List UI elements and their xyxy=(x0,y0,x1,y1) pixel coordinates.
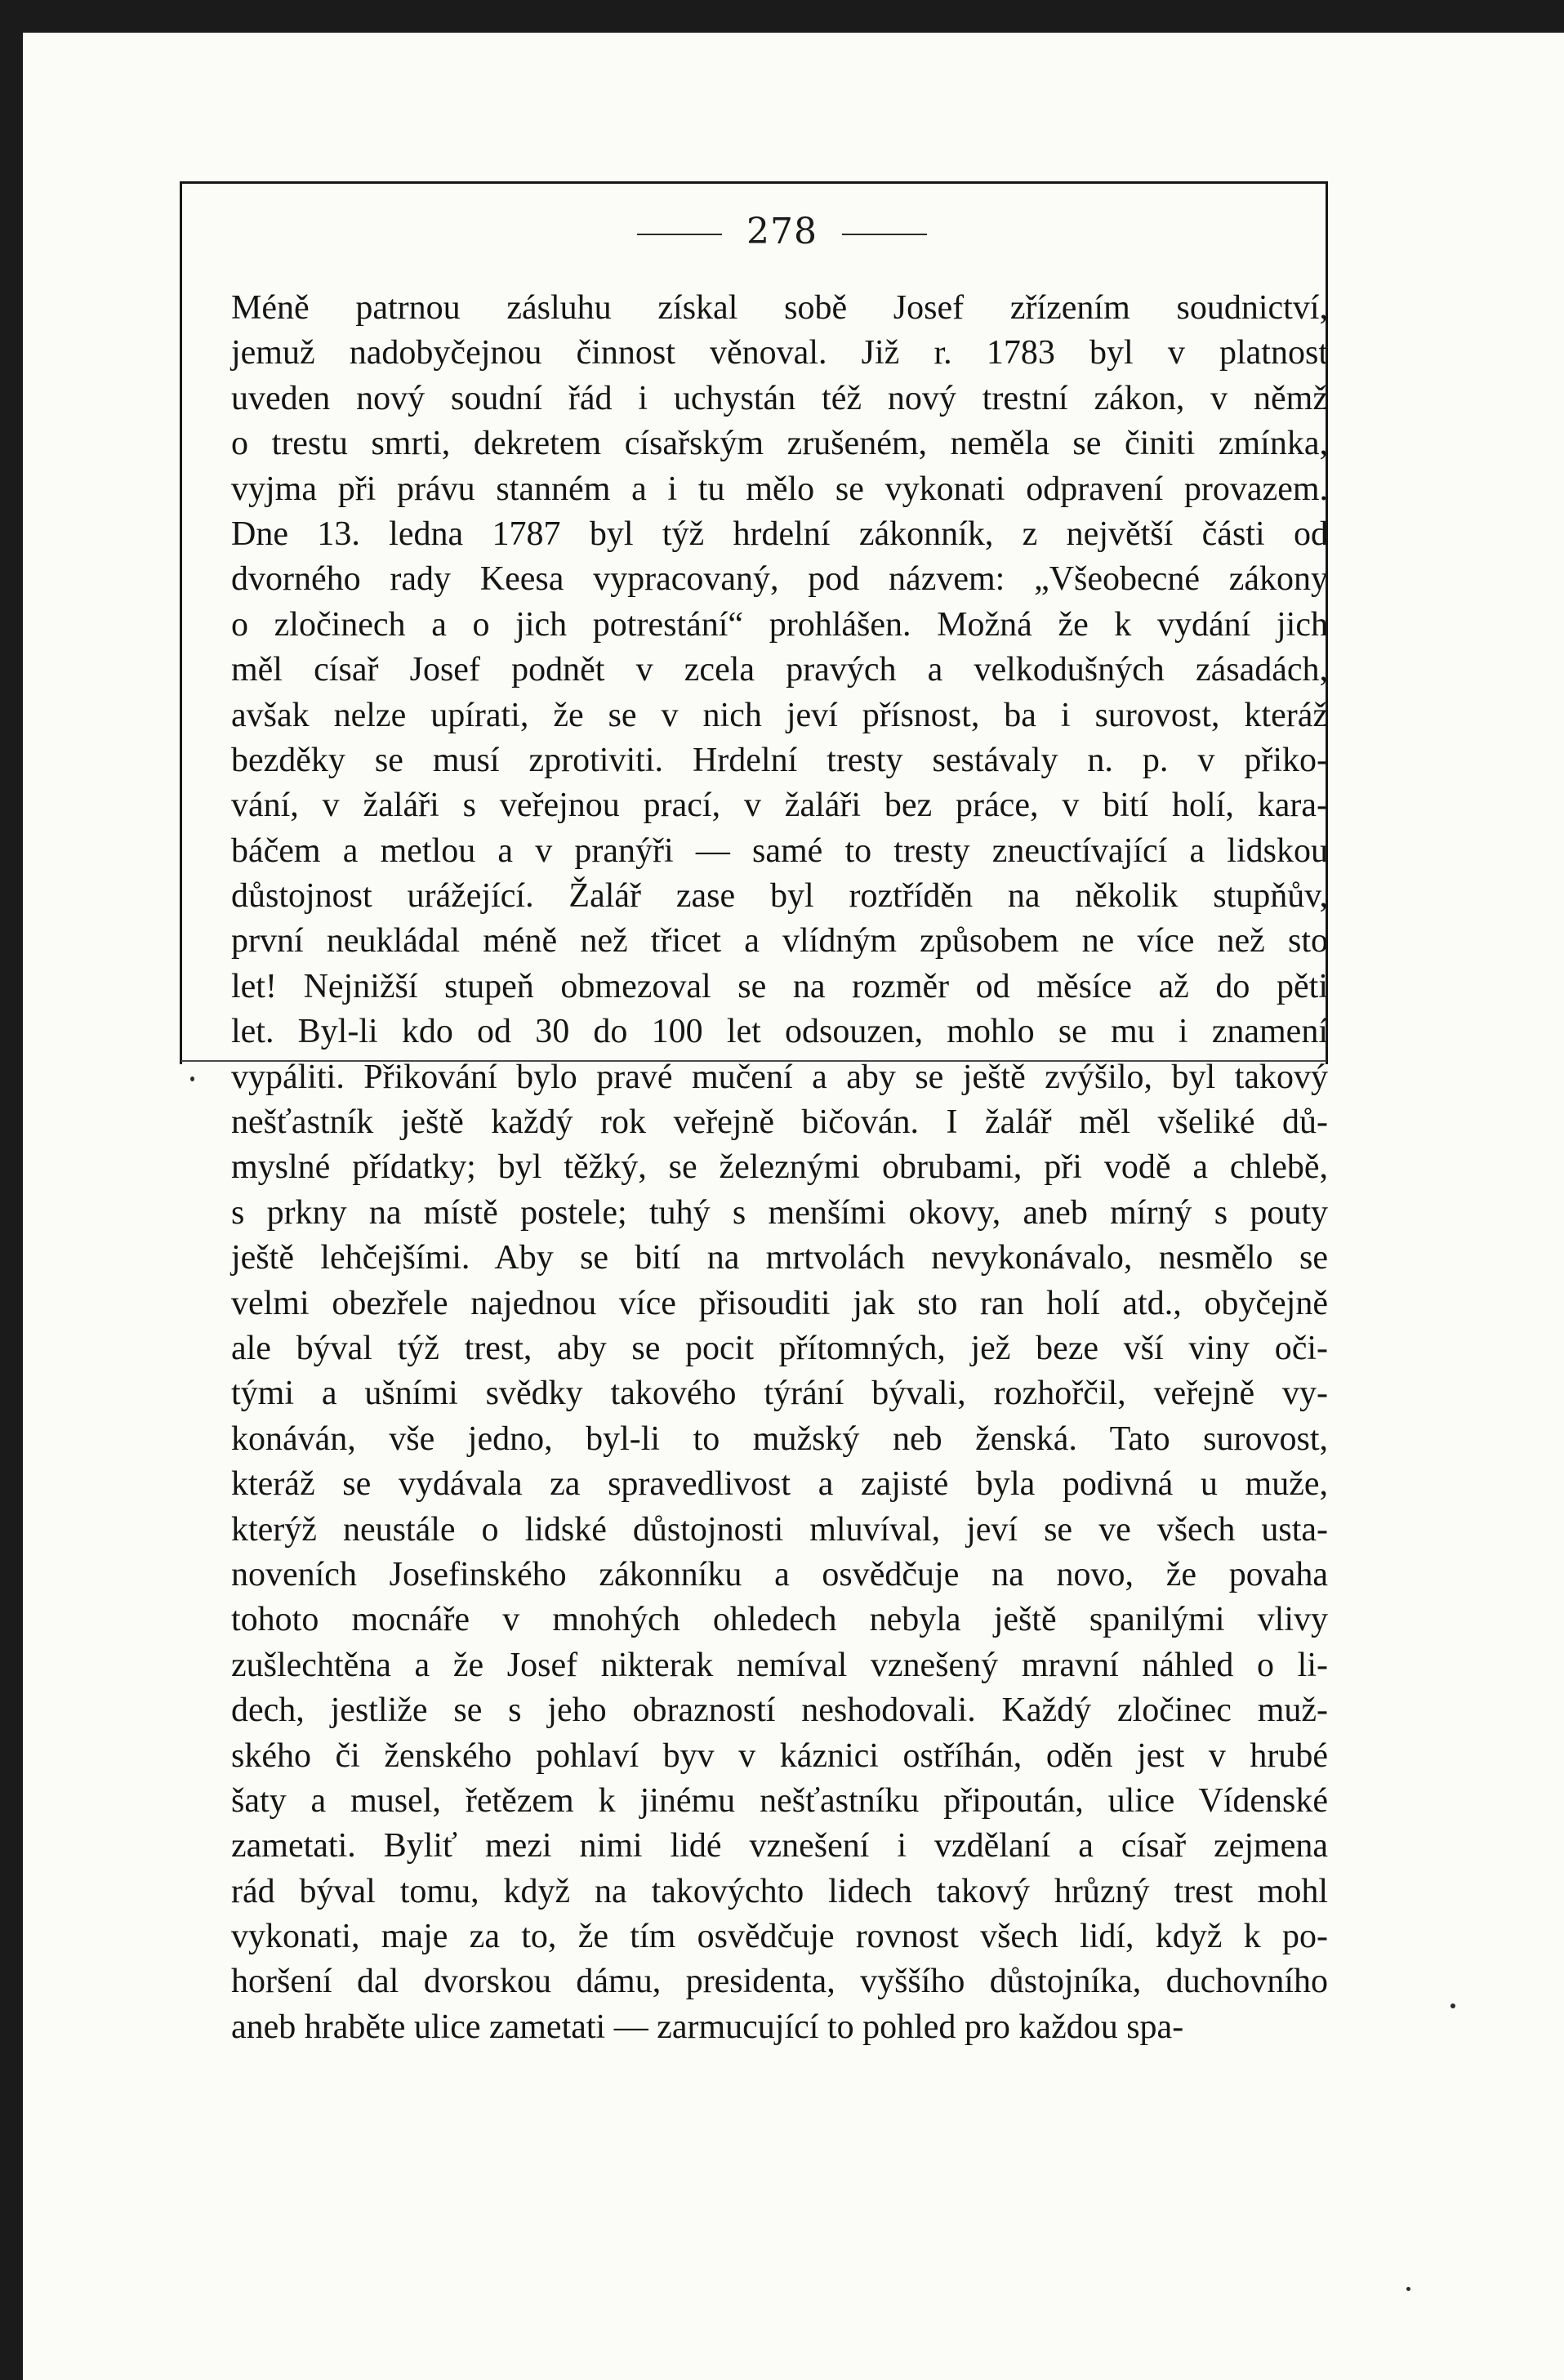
text-line: ještě lehčejšími. Aby se bití na mrtvolách nevykonávalo, nesmělo se xyxy=(231,1239,1328,1277)
text-line: první neukládal méně než třicet a vlídným způsobem ne více než sto xyxy=(231,922,1328,960)
text-line: vyjma při právu stanném a i tu mělo se vykonati odpravení provazem. xyxy=(231,470,1328,508)
text-line: o zločinech a o jich potrestání“ prohlášen. Možná že k vydání jich xyxy=(231,605,1328,644)
text-line: ského či ženského pohlaví byv v káznici ostříhán, oděn jest v hrubé xyxy=(231,1736,1328,1775)
text-line: zametati. Byliť mezi nimi lidé vznešení i vzdělaní a císař zejmena xyxy=(231,1827,1328,1865)
text-line: uveden nový soudní řád i uchystán též nový trestní zákon, v němž xyxy=(231,379,1328,417)
text-line: konáván, vše jedno, byl-li to mužský neb ženská. Tato surovost, xyxy=(231,1420,1328,1458)
text-line: báčem a metlou a v pranýři — samé to tresty zneuctívající a lidskou xyxy=(231,831,1328,870)
text-line: dech, jestliže se s jeho obrazností neshodovali. Každý zločinec muž- xyxy=(231,1691,1328,1730)
text-line: tohoto mocnáře v mnohých ohledech nebyla ještě spanilými vlivy xyxy=(231,1601,1328,1639)
text-line: tými a ušními svědky takového týrání bývali, rozhořčil, veřejně vy- xyxy=(231,1375,1328,1413)
text-line: myslné přídatky; byl těžký, se železnými obrubami, při vodě a chlebě, xyxy=(231,1148,1328,1187)
text-line: vypáliti. Přikování bylo pravé mučení a aby se ještě zvýšilo, byl takový xyxy=(231,1058,1328,1096)
text-line: horšení dal dvorskou dámu, presidenta, vyššího důstojníka, duchovního xyxy=(231,1963,1328,2001)
text-line: let. Byl-li kdo od 30 do 100 let odsouzen, mohlo se mu i znamení xyxy=(231,1013,1328,1051)
text-line: zušlechtěna a že Josef nikterak nemíval vznešený mravní náhled o li- xyxy=(231,1646,1328,1684)
text-line: rád býval tomu, když na takovýchto lidech takový hrůzný trest mohl xyxy=(231,1872,1328,1910)
text-line: s prkny na místě postele; tuhý s menšími okovy, aneb mírný s pouty xyxy=(231,1193,1328,1232)
text-line: let! Nejnižší stupeň obmezoval se na rozměr od měsíce až do pěti xyxy=(231,967,1328,1005)
page-number: 278 xyxy=(746,211,818,252)
text-line: Dne 13. ledna 1787 byl týž hrdelní zákonník, z největší části od xyxy=(231,515,1328,553)
text-line: noveních Josefinského zákonníku a osvědčuje na novo, že povaha xyxy=(231,1555,1328,1593)
text-line: avšak nelze upírati, že se v nich jeví přísnost, ba i surovost, kteráž xyxy=(231,696,1328,734)
text-line: šaty a musel, řetězem k jinému nešťastníku připoután, ulice Vídenské xyxy=(231,1781,1328,1820)
body-text xyxy=(231,286,1328,2050)
page-header xyxy=(0,211,1564,252)
header-dash-right xyxy=(842,234,927,235)
text-line: důstojnost urážející. Žalář zase byl roztříděn na několik stupňův, xyxy=(231,877,1328,916)
text-line: nešťastník ještě každý rok veřejně bičován. I žalář měl všeliké dů- xyxy=(231,1103,1328,1142)
text-line: vykonati, maje za to, že tím osvědčuje rovnost všech lidí, když k po- xyxy=(231,1918,1328,1956)
scan-speck xyxy=(190,1076,194,1081)
text-line: měl císař Josef podnět v zcela pravých a velkodušných zásadách, xyxy=(231,651,1328,689)
text-line: vání, v žaláři s veřejnou prací, v žaláři bez práce, v bití holí, kara- xyxy=(231,787,1328,825)
text-line: jemuž nadobyčejnou činnost věnoval. Již r. 1783 byl v platnost xyxy=(231,334,1328,372)
scan-speck xyxy=(1406,2287,1410,2291)
text-line: velmi obezřele najednou více přisouditi jak sto ran holí atd., obyčejně xyxy=(231,1284,1328,1322)
text-line: Méně patrnou zásluhu získal sobě Josef zřízením soudnictví, xyxy=(231,289,1328,327)
text-line: kteráž se vydávala za spravedlivost a zajisté byla podivná u muže, xyxy=(231,1465,1328,1504)
text-line: dvorného rady Keesa vypracovaný, pod názvem: „Všeobecné zákony xyxy=(231,560,1328,599)
header-dash-left xyxy=(637,234,722,235)
text-line: bezděky se musí zprotiviti. Hrdelní tresty sestávaly n. p. v přiko- xyxy=(231,741,1328,779)
text-line: o trestu smrti, dekretem císařským zrušeném, neměla se činiti zmínka, xyxy=(231,425,1328,463)
text-line: kterýž neustále o lidské důstojnosti mluvíval, jeví se ve všech usta- xyxy=(231,1510,1328,1549)
text-line: ale býval týž trest, aby se pocit přítomných, jež beze vší viny oči- xyxy=(231,1329,1328,1367)
text-line: aneb hraběte ulice zametati — zarmucující to pohled pro každou spa- xyxy=(231,2008,1184,2046)
scan-speck xyxy=(1450,2003,1455,2008)
